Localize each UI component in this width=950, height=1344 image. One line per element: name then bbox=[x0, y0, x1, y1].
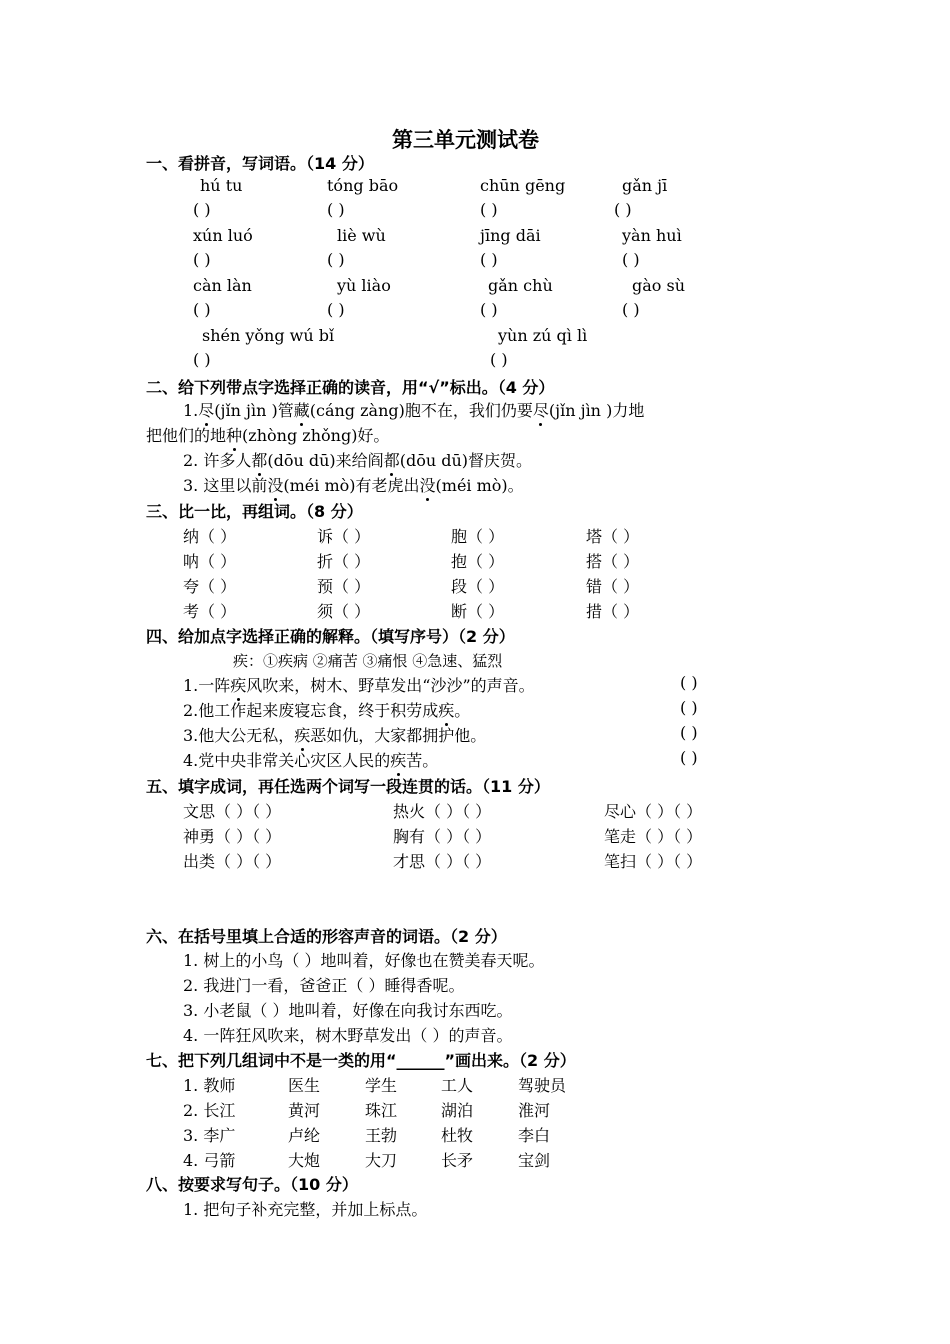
question-line: 1. 把句子补充完整，并加上标点。 bbox=[183, 1200, 428, 1219]
compare-item[interactable]: 夸（ ） bbox=[183, 577, 237, 596]
idiom-item[interactable]: 文思（ ）（ ） bbox=[183, 802, 282, 821]
answer-blank[interactable]: ( ) bbox=[327, 300, 345, 319]
word-item[interactable]: 4. 弓箭 bbox=[183, 1151, 236, 1170]
idiom-item[interactable]: 神勇（ ）（ ） bbox=[183, 827, 282, 846]
compare-item[interactable]: 抱（ ） bbox=[451, 552, 505, 571]
answer-blank[interactable]: ( ) bbox=[622, 250, 640, 269]
idiom-item[interactable]: 胸有（ ）（ ） bbox=[393, 827, 492, 846]
answer-blank[interactable]: ( ) bbox=[490, 350, 508, 369]
question-line: 1.一阵疾风吹来，树木、野草发出“沙沙”的声音。 bbox=[183, 673, 535, 696]
answer-blank[interactable]: ( ) bbox=[680, 673, 698, 692]
question-line: 2. 我进门一看，爸爸正（ ）睡得香呢。 bbox=[183, 976, 465, 995]
section-4-heading: 四、给加点字选择正确的解释。（填写序号）（2 分） bbox=[146, 627, 515, 646]
word-item[interactable]: 珠江 bbox=[365, 1101, 398, 1120]
pinyin: càn làn bbox=[193, 276, 252, 295]
pinyin: gǎn chù bbox=[488, 276, 553, 295]
word-item[interactable]: 大炮 bbox=[288, 1151, 321, 1170]
pinyin: yùn zú qì lì bbox=[498, 326, 588, 345]
word-item[interactable]: 1. 教师 bbox=[183, 1076, 236, 1095]
answer-blank[interactable]: ( ) bbox=[193, 350, 211, 369]
question-line: 3.他大公无私，疾恶如仇，大家都拥护他。 bbox=[183, 723, 486, 746]
compare-item[interactable]: 断（ ） bbox=[451, 602, 505, 621]
pinyin: xún luó bbox=[193, 226, 253, 245]
word-item[interactable]: 湖泊 bbox=[441, 1101, 474, 1120]
pinyin: jīng dāi bbox=[480, 226, 541, 245]
section-2-heading: 二、给下列带点字选择正确的读音，用“√”标出。（4 分） bbox=[146, 378, 555, 397]
idiom-item[interactable]: 热火（ ）（ ） bbox=[393, 802, 492, 821]
word-item[interactable]: 杜牧 bbox=[441, 1126, 474, 1145]
pinyin: hú tu bbox=[200, 176, 243, 195]
answer-blank[interactable]: ( ) bbox=[193, 200, 211, 219]
question-line: 4. 一阵狂风吹来，树木野草发出（ ）的声音。 bbox=[183, 1026, 513, 1045]
compare-item[interactable]: 预（ ） bbox=[317, 577, 371, 596]
compare-item[interactable]: 胞（ ） bbox=[451, 527, 505, 546]
pinyin: yàn huì bbox=[622, 226, 682, 245]
question-line: 把他们的地种(zhòng zhǒng)好。 bbox=[146, 423, 389, 446]
pinyin: chūn gēng bbox=[480, 176, 566, 195]
question-line: 1. 树上的小鸟（ ）地叫着，好像也在赞美春天呢。 bbox=[183, 951, 545, 970]
answer-blank[interactable]: ( ) bbox=[327, 200, 345, 219]
word-item[interactable]: 医生 bbox=[288, 1076, 321, 1095]
word-item[interactable]: 大刀 bbox=[365, 1151, 398, 1170]
word-item[interactable]: 学生 bbox=[365, 1076, 398, 1095]
idiom-item[interactable]: 尽心（ ）（ ） bbox=[604, 802, 703, 821]
section-8-heading: 八、按要求写句子。（10 分） bbox=[146, 1175, 358, 1194]
answer-blank[interactable]: ( ) bbox=[680, 698, 698, 717]
question-line: 3. 这里以前没(méi mò)有老虎出没(méi mò)。 bbox=[183, 473, 524, 496]
word-item[interactable]: 黄河 bbox=[288, 1101, 321, 1120]
word-item[interactable]: 卢纶 bbox=[288, 1126, 321, 1145]
word-item[interactable]: 3. 李广 bbox=[183, 1126, 236, 1145]
question-line: 2.他工作起来废寝忘食，终于积劳成疾。 bbox=[183, 698, 470, 721]
answer-blank[interactable]: ( ) bbox=[614, 200, 632, 219]
idiom-item[interactable]: 笔扫（ ）（ ） bbox=[604, 852, 703, 871]
section-5-heading: 五、填字成词，再任选两个词写一段连贯的话。（11 分） bbox=[146, 777, 550, 796]
word-item[interactable]: 王勃 bbox=[365, 1126, 398, 1145]
idiom-item[interactable]: 出类（ ）（ ） bbox=[183, 852, 282, 871]
answer-blank[interactable]: ( ) bbox=[622, 300, 640, 319]
question-line: 4.党中央非常关心灾区人民的疾苦。 bbox=[183, 748, 438, 771]
options-list: 疾：①疾病 ②痛苦 ③痛恨 ④急速、猛烈 bbox=[233, 652, 503, 670]
section-7-heading: 七、把下列几组词中不是一类的用“______”画出来。（2 分） bbox=[146, 1051, 576, 1070]
section-1-heading: 一、看拼音，写词语。（14 分） bbox=[146, 154, 374, 173]
compare-item[interactable]: 须（ ） bbox=[317, 602, 371, 621]
answer-blank[interactable]: ( ) bbox=[327, 250, 345, 269]
pinyin: shén yǒng wú bǐ bbox=[202, 326, 335, 345]
compare-item[interactable]: 纳（ ） bbox=[183, 527, 237, 546]
compare-item[interactable]: 塔（ ） bbox=[586, 527, 640, 546]
answer-blank[interactable]: ( ) bbox=[480, 200, 498, 219]
word-item[interactable]: 2. 长江 bbox=[183, 1101, 236, 1120]
pinyin: liè wù bbox=[337, 226, 386, 245]
page-title: 第三单元测试卷 bbox=[392, 128, 539, 152]
word-item[interactable]: 工人 bbox=[441, 1076, 474, 1095]
word-item[interactable]: 宝剑 bbox=[518, 1151, 551, 1170]
idiom-item[interactable]: 笔走（ ）（ ） bbox=[604, 827, 703, 846]
question-line: 3. 小老鼠（ ）地叫着，好像在向我讨东西吃。 bbox=[183, 1001, 513, 1020]
question-line: 1.尽(jǐn jìn )管藏(cáng zàng)胞不在，我们仍要尽(jǐn jìn )力地 bbox=[183, 398, 644, 421]
question-line: 2. 许多人都(dōu dū)来给阎都(dōu dū)督庆贺。 bbox=[183, 448, 532, 471]
compare-item[interactable]: 考（ ） bbox=[183, 602, 237, 621]
word-item[interactable]: 驾驶员 bbox=[518, 1076, 567, 1095]
answer-blank[interactable]: ( ) bbox=[680, 748, 698, 767]
compare-item[interactable]: 段（ ） bbox=[451, 577, 505, 596]
compare-item[interactable]: 呐（ ） bbox=[183, 552, 237, 571]
pinyin: tóng bāo bbox=[327, 176, 399, 195]
word-item[interactable]: 长矛 bbox=[441, 1151, 474, 1170]
word-item[interactable]: 李白 bbox=[518, 1126, 551, 1145]
answer-blank[interactable]: ( ) bbox=[480, 250, 498, 269]
answer-blank[interactable]: ( ) bbox=[193, 300, 211, 319]
idiom-item[interactable]: 才思（ ）（ ） bbox=[393, 852, 492, 871]
compare-item[interactable]: 错（ ） bbox=[586, 577, 640, 596]
compare-item[interactable]: 措（ ） bbox=[586, 602, 640, 621]
compare-item[interactable]: 搭（ ） bbox=[586, 552, 640, 571]
section-3-heading: 三、比一比，再组词。（8 分） bbox=[146, 502, 363, 521]
compare-item[interactable]: 诉（ ） bbox=[317, 527, 371, 546]
section-6-heading: 六、在括号里填上合适的形容声音的词语。（2 分） bbox=[146, 927, 507, 946]
answer-blank[interactable]: ( ) bbox=[680, 723, 698, 742]
word-item[interactable]: 淮河 bbox=[518, 1101, 551, 1120]
answer-blank[interactable]: ( ) bbox=[193, 250, 211, 269]
compare-item[interactable]: 折（ ） bbox=[317, 552, 371, 571]
pinyin: yù liào bbox=[337, 276, 391, 295]
pinyin: gào sù bbox=[632, 276, 686, 295]
pinyin: gǎn jī bbox=[622, 176, 668, 195]
answer-blank[interactable]: ( ) bbox=[480, 300, 498, 319]
